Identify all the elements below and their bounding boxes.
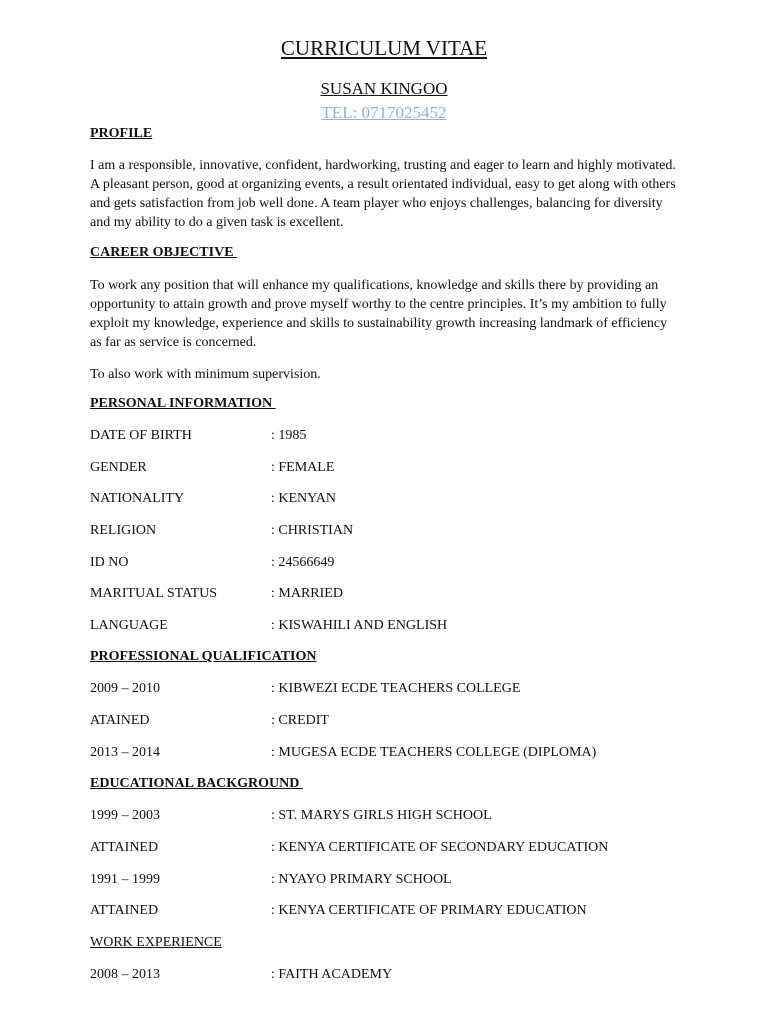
education-row [90,840,690,858]
row-label: 2013 – 2014 [90,745,160,760]
candidate-name: SUSAN KINGOO [320,79,448,98]
row-value: : CREDIT [271,713,329,728]
row-label: ATTAINED [90,903,159,918]
row-label: LANGUAGE [90,618,168,633]
professional-row [90,713,690,731]
career-objective-text-2: To also work with minimum supervision. [90,367,321,382]
professional-row [90,745,690,763]
professional-qualification-heading: PROFESSIONAL QUALIFICATION [90,649,317,664]
personal-row-nationality [90,491,690,509]
row-value: : KIBWEZI ECDE TEACHERS COLLEGE [271,681,521,696]
row-label: RELIGION [90,523,157,538]
row-value: : 24566649 [271,555,335,570]
row-value: : FEMALE [271,460,335,475]
professional-row [90,681,690,699]
row-label: 1999 – 2003 [90,808,160,823]
row-label: ATAINED [90,713,150,728]
education-row [90,808,690,826]
row-label: 2009 – 2010 [90,681,160,696]
personal-row-gender [90,460,690,478]
row-label: DATE OF BIRTH [90,428,192,443]
personal-row-dob [90,428,690,446]
row-value: : MUGESA ECDE TEACHERS COLLEGE (DIPLOMA) [271,745,597,760]
row-label: MARITUAL STATUS [90,586,218,601]
row-value: : FAITH ACADEMY [271,967,393,982]
row-label: 1991 – 1999 [90,872,160,887]
row-label: ATTAINED [90,840,159,855]
personal-information-heading: PERSONAL INFORMATION [90,396,276,411]
personal-row-marital-status [90,586,690,604]
career-objective-text: To work any position that will enhance my qualifications, knowledge and skills there by providing an opportunity to attain growth and prove myself worthy to the centre principles. It’s my ambition to fully exploit my knowledge, experience and skills to sustainability growth increasing landmark of efficiency as far as service is concerned. [90,278,668,350]
row-value: : NYAYO PRIMARY SCHOOL [271,872,452,887]
telephone-number: TEL: 0717025452 [321,103,447,122]
row-value: : 1985 [271,428,307,443]
row-value: : ST. MARYS GIRLS HIGH SCHOOL [271,808,492,823]
education-row [90,903,690,921]
profile-heading: PROFILE [90,126,153,141]
row-value: : KENYA CERTIFICATE OF SECONDARY EDUCATION [271,840,609,855]
row-label: ID NO [90,555,129,570]
row-label: NATIONALITY [90,491,185,506]
row-value: : MARRIED [271,586,343,601]
work-experience-heading: WORK EXPERIENCE [90,935,222,950]
row-value: : CHRISTIAN [271,523,354,538]
personal-row-id [90,555,690,573]
row-value: : KISWAHILI AND ENGLISH [271,618,448,633]
work-row [90,967,690,985]
row-label: 2008 – 2013 [90,967,160,982]
educational-background-heading: EDUCATIONAL BACKGROUND [90,776,303,791]
profile-text: I am a responsible, innovative, confident, hardworking, trusting and eager to learn and highly motivated. A pleasant person, good at organizing events, a result orientated individual, easy to get along with others and gets satisfaction from job well done. A team player who enjoys challenges, balancing for diversity and my ability to do a given task is excellent. [90,158,676,230]
education-row [90,872,690,890]
career-objective-heading: CAREER OBJECTIVE [90,245,238,260]
row-value: : KENYA CERTIFICATE OF PRIMARY EDUCATION [271,903,587,918]
row-label: GENDER [90,460,147,475]
document-title: CURRICULUM VITAE [280,36,488,60]
personal-row-religion [90,523,690,541]
row-value: : KENYAN [271,491,336,506]
personal-row-language [90,618,690,636]
